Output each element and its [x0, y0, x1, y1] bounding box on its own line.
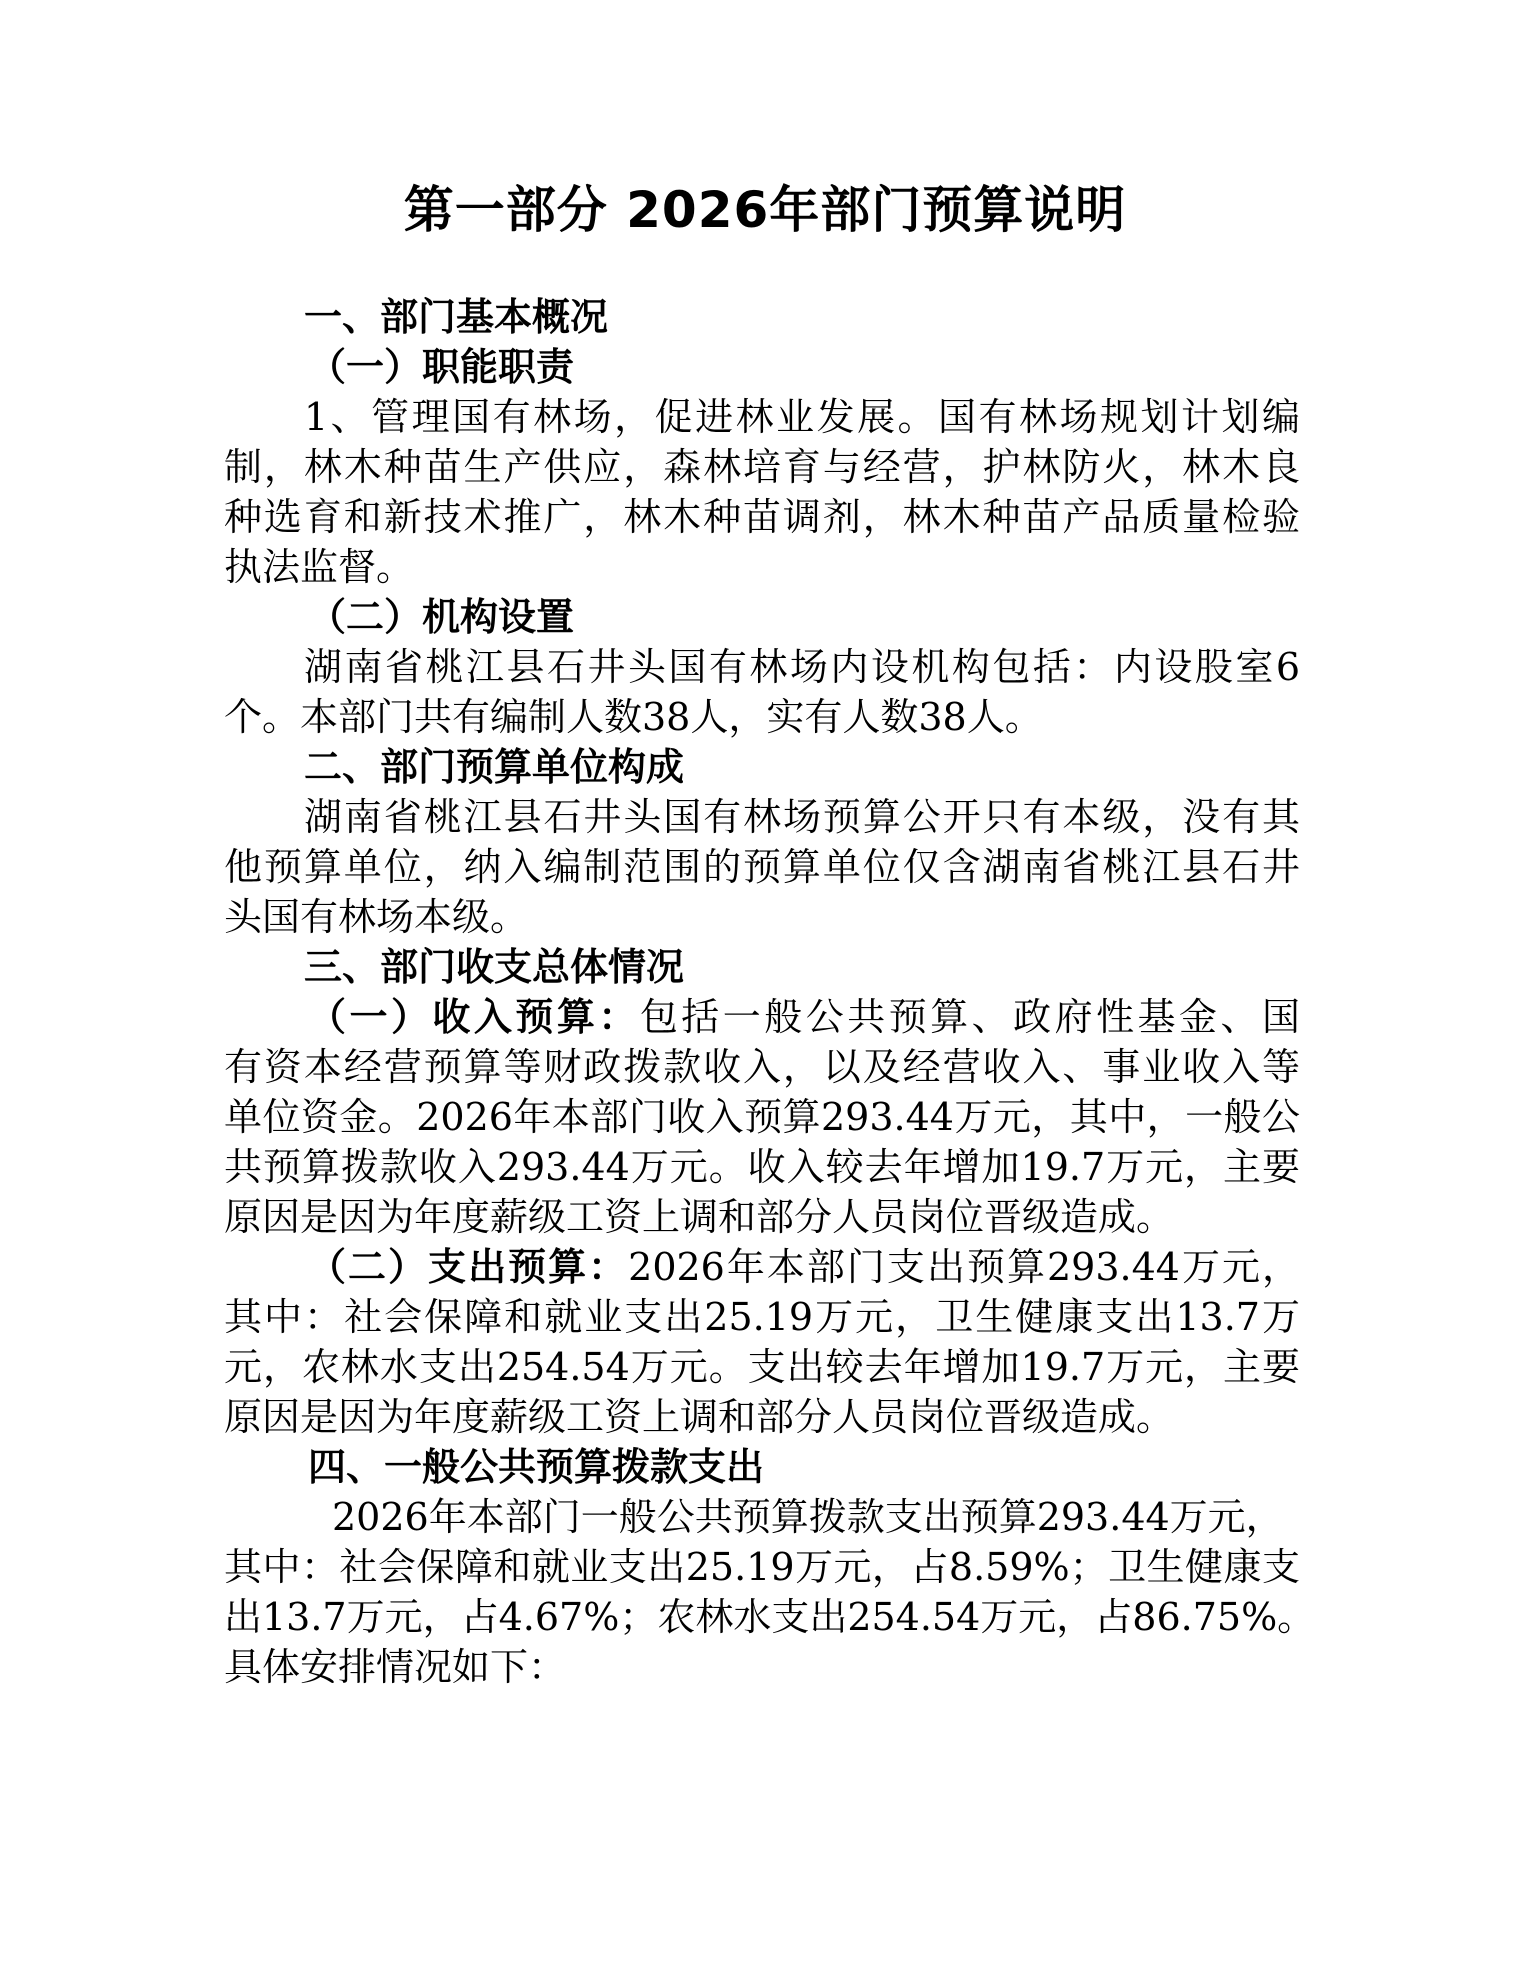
section-heading: 二、部门预算单位构成 [304, 745, 685, 789]
paragraph-line: 2026年本部门一般公共预算拨款支出预算293.44万元， [332, 1495, 1284, 1539]
paragraph-line: 单位资金。2026年本部门收入预算293.44万元，其中，一般公 [224, 1095, 1300, 1139]
paragraph-line: 原因是因为年度薪级工资上调和部分人员岗位晋级造成。 [224, 1395, 1175, 1439]
paragraph-line: 其中：社会保障和就业支出25.19万元，卫生健康支出13.7万 [224, 1295, 1300, 1339]
section-heading: 四、一般公共预算拨款支出 [308, 1445, 765, 1489]
paragraph-line: 有资本经营预算等财政拨款收入，以及经营收入、事业收入等 [224, 1045, 1300, 1089]
section-heading: 一、部门基本概况 [304, 295, 609, 339]
subsection-heading: （二）机构设置 [308, 595, 575, 639]
paragraph-line: 1、管理国有林场，促进林业发展。国有林场规划计划编 [304, 395, 1300, 439]
inline-label: （一）收入预算： [308, 995, 640, 1039]
paragraph-line: 原因是因为年度薪级工资上调和部分人员岗位晋级造成。 [224, 1195, 1175, 1239]
paragraph-line: 其中：社会保障和就业支出25.19万元，占8.59%；卫生健康支 [224, 1545, 1300, 1589]
paragraph-line: 制，林木种苗生产供应，森林培育与经营，护林防火，林木良 [224, 445, 1300, 489]
paragraph-line: 具体安排情况如下： [224, 1645, 567, 1689]
paragraph-line: 出13.7万元，占4.67%；农林水支出254.54万元，占86.75%。 [224, 1595, 1316, 1639]
paragraph-line [224, 1242, 1300, 1292]
paragraph-line: 个。本部门共有编制人数38人，实有人数38人。 [224, 695, 1043, 739]
paragraph-line: 他预算单位，纳入编制范围的预算单位仅含湖南省桃江县石井 [224, 845, 1300, 889]
paragraph-line: 湖南省桃江县石井头国有林场预算公开只有本级，没有其 [304, 795, 1300, 839]
page-title: 第一部分 2026年部门预算说明 [403, 181, 1127, 239]
paragraph-line: 元，农林水支出254.54万元。支出较去年增加19.7万元，主要 [224, 1345, 1300, 1389]
paragraph-line [224, 992, 1300, 1042]
paragraph-line: 执法监督。 [224, 545, 415, 589]
paragraph-line: 共预算拨款收入293.44万元。收入较去年增加19.7万元，主要 [224, 1145, 1300, 1189]
paragraph-line: 湖南省桃江县石井头国有林场内设机构包括：内设股室6 [304, 645, 1300, 689]
subsection-heading: （一）职能职责 [308, 345, 575, 389]
paragraph-line: 头国有林场本级。 [224, 895, 529, 939]
section-heading: 三、部门收支总体情况 [304, 945, 685, 989]
inline-text: 2026年本部门支出预算293.44万元， [628, 1245, 1300, 1289]
paragraph-line: 种选育和新技术推广，林木种苗调剂，林木种苗产品质量检验 [224, 495, 1300, 539]
inline-label: （二）支出预算： [308, 1245, 629, 1289]
document-body [224, 292, 1316, 1692]
inline-text: 包括一般公共预算、政府性基金、国 [639, 995, 1300, 1039]
